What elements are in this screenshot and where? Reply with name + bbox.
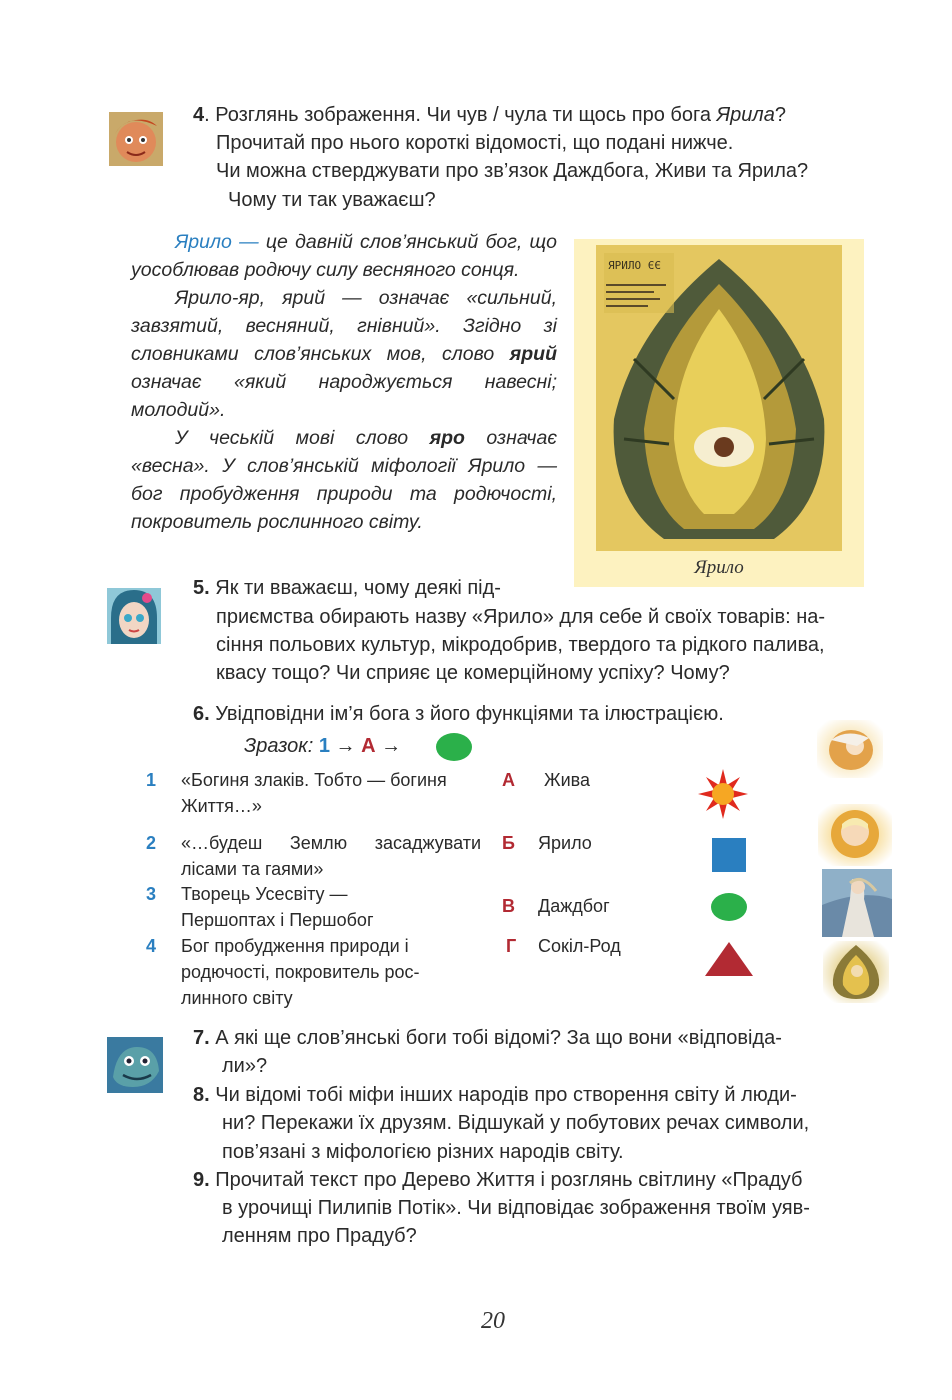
god-name: Сокіл-Род bbox=[538, 936, 621, 956]
row-description: Бог пробудження природи і родючості, покровитель рос- линного світу bbox=[181, 936, 420, 1008]
god-letter: В bbox=[502, 896, 515, 916]
task4-line2: Прочитай про нього короткі відомості, що подані нижче. bbox=[216, 132, 734, 154]
task-number: 4 bbox=[193, 104, 205, 126]
god-name: Ярило bbox=[538, 833, 592, 853]
painting-text-block bbox=[606, 279, 666, 312]
info-paragraph-3: У чеській мові слово яро означає «весна». У слов’янській міфології Ярило — бог пробудження природи та родючості, покровитель рослинного світу. bbox=[131, 427, 557, 533]
sun-icon bbox=[696, 767, 750, 821]
avatar-dragon bbox=[107, 1037, 161, 1091]
task9-line1: 9. Прочитай текст про Дерево Життя і розглянь світлину «Прадуб bbox=[193, 1169, 803, 1191]
god-letter: Б bbox=[502, 833, 515, 853]
square-icon bbox=[712, 838, 746, 872]
task-number: 8. bbox=[193, 1084, 210, 1106]
task8-line1: 8. Чи відомі тобі міфи інших народів про створення світу й люди- bbox=[193, 1084, 797, 1106]
row-number: 3 bbox=[146, 884, 157, 904]
painting-inscription: ЯРИЛО ЄЄ bbox=[608, 259, 661, 272]
task7-line1: 7. А які ще слов’янські боги тобі відомі? За що вони «відповіда- bbox=[193, 1027, 782, 1049]
info-paragraph-2: Ярило-яр, ярий — означає «сильний, завзятий, весняний, гнівний». Згідно зі словниками слов’янських мов, слово ярий означає «який народжується навесні; молодий». bbox=[131, 287, 557, 421]
god-letter: Г bbox=[506, 936, 517, 956]
oval-icon bbox=[711, 893, 747, 921]
yarylo-picture-frame bbox=[574, 239, 864, 587]
row-number: 4 bbox=[146, 936, 157, 956]
task-number: 7. bbox=[193, 1027, 210, 1049]
row-description: Творець Усесвіту — Першоптах і Першобог bbox=[181, 884, 374, 930]
god-thumbnail-2 bbox=[818, 804, 892, 866]
task-number: 9. bbox=[193, 1169, 210, 1191]
task-number: 5. bbox=[193, 577, 210, 599]
triangle-icon bbox=[704, 941, 754, 977]
task9-line2: в урочищі Пилипів Потік». Чи відповідає зображення твоїм уяв- bbox=[222, 1197, 810, 1219]
task5-line1: 5. Як ти вважаєш, чому деякі під- bbox=[193, 577, 501, 599]
god-letter: А bbox=[502, 770, 515, 790]
row-number: 2 bbox=[146, 833, 157, 853]
god-name: Жива bbox=[544, 770, 591, 790]
info-paragraph-1: Ярило — це давній слов’янський бог, що уособлював родючу силу весняного сонця. bbox=[131, 231, 557, 281]
task5-line3: сіння польових культур, мікродобрив, твердого та рідкого палива, bbox=[216, 634, 825, 656]
task6-sample: Зразок: 1 → А → bbox=[244, 735, 402, 757]
task9-line3: ленням про Прадуб? bbox=[222, 1225, 417, 1247]
task4-line4: Чому ти так уважаєш? bbox=[228, 189, 436, 211]
task8-line3: пов’язані з міфологією різних народів світу. bbox=[222, 1141, 624, 1163]
task5-line4: квасу тощо? Чи сприяє це комерційному успіху? Чому? bbox=[216, 662, 730, 684]
task6-line: 6. Увідповідни ім’я бога з його функціями та ілюстрацією. bbox=[193, 703, 724, 725]
picture-caption: Ярило bbox=[694, 557, 744, 578]
avatar-boy bbox=[109, 112, 163, 166]
sample-oval-icon bbox=[436, 733, 472, 761]
task4-line1: 4. Розглянь зображення. Чи чув / чула ти щось про бога Ярила? bbox=[193, 104, 786, 126]
task7-line2: ли»? bbox=[222, 1055, 268, 1077]
yarylo-info-text bbox=[131, 228, 557, 536]
row-description: «Богиня злаків. Тобто — богиня Життя…» bbox=[181, 770, 447, 816]
task4-line3: Чи можна стверджувати про зв’язок Даждбога, Живи та Ярила? bbox=[216, 160, 809, 182]
god-thumbnail-4 bbox=[823, 941, 889, 1003]
task8-line2: ни? Перекажи їх друзям. Відшукай у побутових речах символи, bbox=[222, 1112, 810, 1134]
god-thumbnail-3 bbox=[822, 869, 892, 937]
task-number: 6. bbox=[193, 703, 210, 725]
avatar-girl bbox=[107, 588, 161, 642]
row-number: 1 bbox=[146, 770, 157, 790]
god-thumbnail-1 bbox=[817, 720, 883, 778]
task5-line2: приємства обирають назву «Ярило» для себе й своїх товарів: на- bbox=[216, 606, 826, 628]
page-number: 20 bbox=[481, 1308, 505, 1334]
god-name: Даждбог bbox=[538, 896, 610, 916]
row-description: «…будеш Землю засаджувати лісами та гаями» bbox=[181, 833, 481, 879]
